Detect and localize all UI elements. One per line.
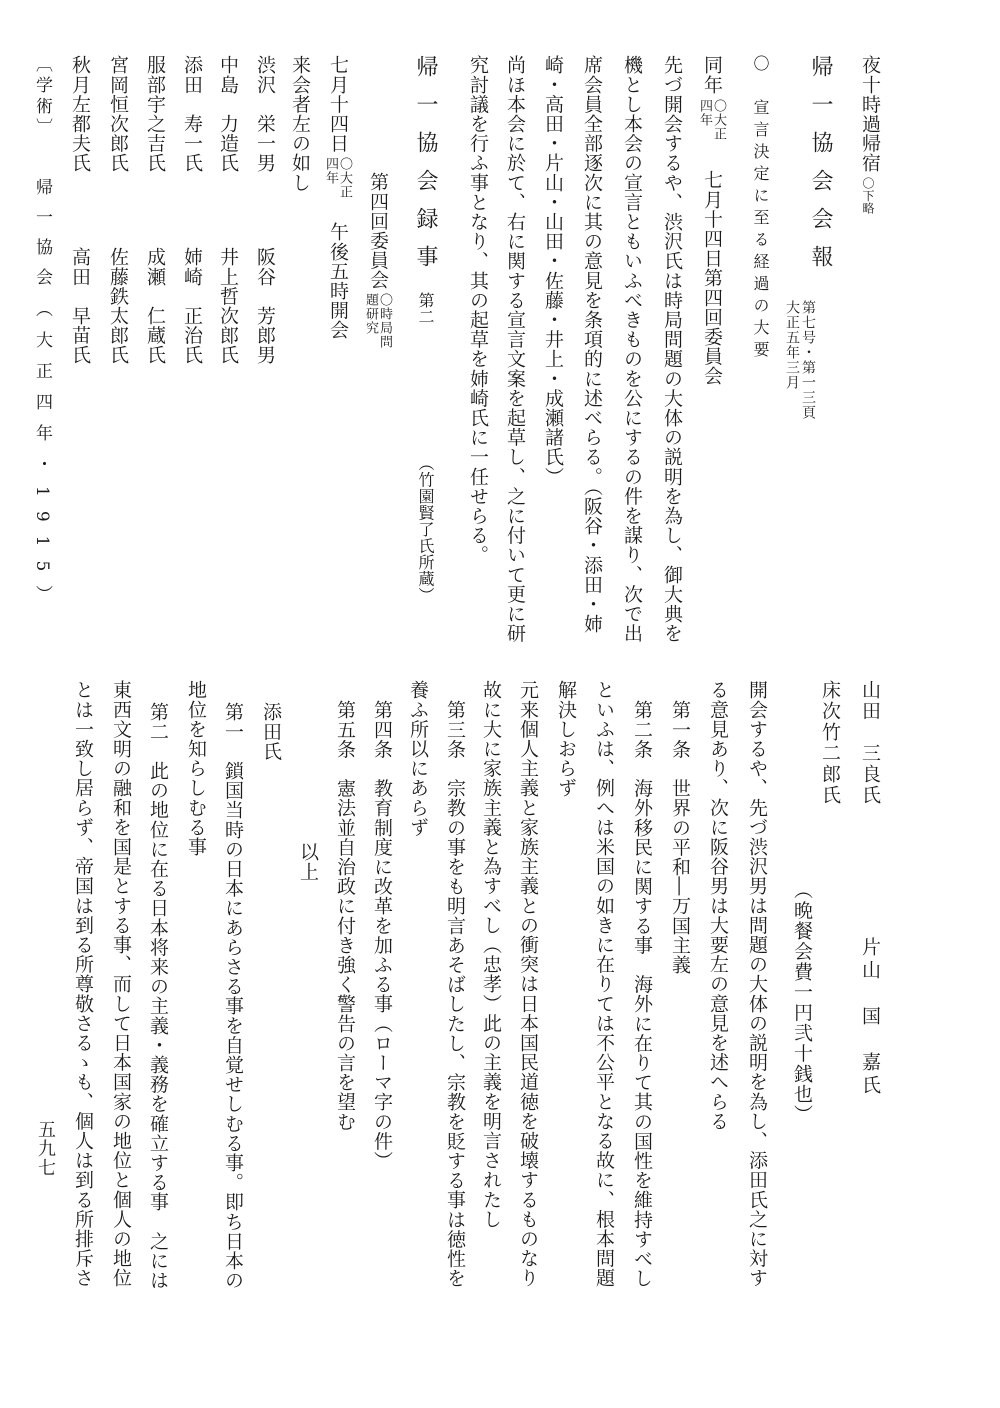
committee-topic-note-2: 題研究 — [363, 293, 378, 335]
body-line: 東西文明の融和を国是とする事、而して日本国家の地位と個人の地位 — [110, 680, 132, 1288]
body-line: といふは、例へは米国の如きに在りては不公平となる故に、根本問題 — [593, 680, 615, 1288]
attendee-name: 中島 力造氏 — [217, 55, 239, 173]
session-year-note: 四年 — [323, 157, 338, 185]
body-line: 元来個人主義と家族主義との衝突は日本国民道徳を破壊するものなり — [517, 680, 539, 1288]
attendee-name: 佐藤鉄太郎氏 — [107, 247, 129, 365]
meeting-date-prefix: 同年 — [701, 55, 723, 95]
body-line: 開会するや、先づ渋沢男は問題の大体の説明を為し、添田氏之に対す — [746, 680, 768, 1288]
body-line: 故に大に家族主義と為すべし（忠孝）此の主義を明言されたし — [480, 680, 502, 1229]
meeting-date-line: 七月十四日第四回委員会 — [701, 170, 723, 386]
body-line: とは一致し居らず、帝国は到る所尊敬さるゝも、個人は到る所排斥さ — [72, 680, 94, 1288]
body-line: 尚ほ本会に於て、右に関する宣言文案を起草し、之に付いて更に研 — [504, 55, 526, 643]
article-1: 第一条 世界の平和―万国主義 — [669, 700, 691, 975]
body-line: 機とし本会の宣言ともいふべきものを公にするの件を謀り、次で出 — [621, 55, 643, 643]
article-5: 第五条 憲法並自治政に付き強く警告の言を望む — [334, 700, 356, 1132]
session-time: 午後五時開会 — [327, 222, 349, 340]
diary-closing-line: 夜十時過帰宿 — [859, 55, 881, 173]
minutes-source: （竹園賢了氏所蔵） — [416, 455, 435, 604]
attendance-intro: 来会者左の如し — [289, 55, 311, 193]
attendee-name: 井上哲次郎氏 — [217, 247, 239, 365]
attendee-name: 阪谷 芳郎男 — [254, 247, 276, 365]
attendee-name: 添田 寿一氏 — [181, 55, 203, 173]
footer-title: 帰一協会 — [32, 178, 52, 298]
point-1: 第一 鎖国当時の日本にあらさる事を自覚せしむる事。即ち日本の — [222, 702, 244, 1290]
report-source-date: 大正五年三月 — [784, 300, 800, 390]
attendee-name: 山田 三良氏 — [859, 680, 881, 806]
article-3: 第三条 宗教の事をも明言あそばしたし、宗教を貶する事は徳性を — [444, 700, 466, 1288]
point-2: 第二 此の地位に在る日本将来の主義・義務を確立する事 之には — [147, 702, 169, 1290]
report-heading: 帰一協会会報 — [808, 55, 833, 283]
committee-topic-note-1: 〇時局問 — [377, 293, 392, 349]
attendee-name: 成瀬 仁蔵氏 — [144, 247, 166, 365]
body-line: 養ふ所以にあらず — [407, 680, 429, 837]
attendee-name: 宮岡恒次郎氏 — [107, 55, 129, 173]
page-number: 五九七 — [35, 1120, 56, 1177]
body-line: 席会員全部逐次に其の意見を条項的に述べらる。（阪谷・添田・姉 — [581, 55, 603, 634]
attendee-name: 秋月左都夫氏 — [69, 55, 91, 173]
footer-era: （大正四年・1915） — [32, 300, 52, 617]
dinner-fee-note: （晩餐会費一円弐十銭也） — [791, 880, 813, 1125]
attendee-name: 床次竹二郎氏 — [819, 680, 841, 806]
attendee-name: 姉崎 正治氏 — [181, 247, 203, 365]
body-line: 地位を知らしむる事 — [185, 680, 207, 857]
attendee-name: 片山 国 嘉氏 — [859, 937, 881, 1098]
summary-heading: 〇 宣言決定に至る経過の大要 — [751, 55, 770, 363]
attendee-name: 服部宇之吉氏 — [144, 55, 166, 173]
omission-note: 〇下略 — [861, 177, 875, 215]
session-era-note: 〇大正 — [337, 157, 352, 199]
closing-mark: 以上 — [297, 842, 319, 882]
attendee-name: 高田 早苗氏 — [69, 247, 91, 365]
body-line: 究討議を行ふ事となり、其の起草を姉崎氏に一任せらる。 — [467, 55, 489, 565]
meeting-era-note: 〇大正 — [711, 99, 726, 141]
body-line: 解決しおらず — [555, 680, 577, 798]
minutes-number: 第二 — [416, 292, 435, 325]
attendee-name: 渋沢 栄一男 — [254, 55, 276, 173]
meeting-year-note: 四年 — [697, 99, 712, 127]
report-source-issue: 第七号・第一三頁 — [800, 300, 816, 420]
body-line: 崎・高田・片山・山田・佐藤・井上・成瀬諸氏） — [542, 55, 564, 487]
session-date: 七月十四日 — [327, 55, 349, 153]
speaker-name: 添田氏 — [260, 702, 282, 761]
article-2: 第二条 海外移民に関する事 海外に在りて其の国性を維持すべし — [631, 700, 653, 1288]
committee-title: 第四回委員会 — [367, 172, 389, 290]
body-line: る意見あり、次に阪谷男は大要左の意見を述へらる — [707, 680, 729, 1131]
footer-category: 〔学術〕 — [32, 55, 52, 139]
minutes-heading: 帰一協会録事 — [413, 55, 438, 283]
article-4: 第四条 教育制度に改革を加ふる事（ローマ字の件） — [371, 700, 393, 1171]
body-line: 先づ開会するや、渋沢氏は時局問題の大体の説明を為し、御大典を — [661, 55, 683, 643]
